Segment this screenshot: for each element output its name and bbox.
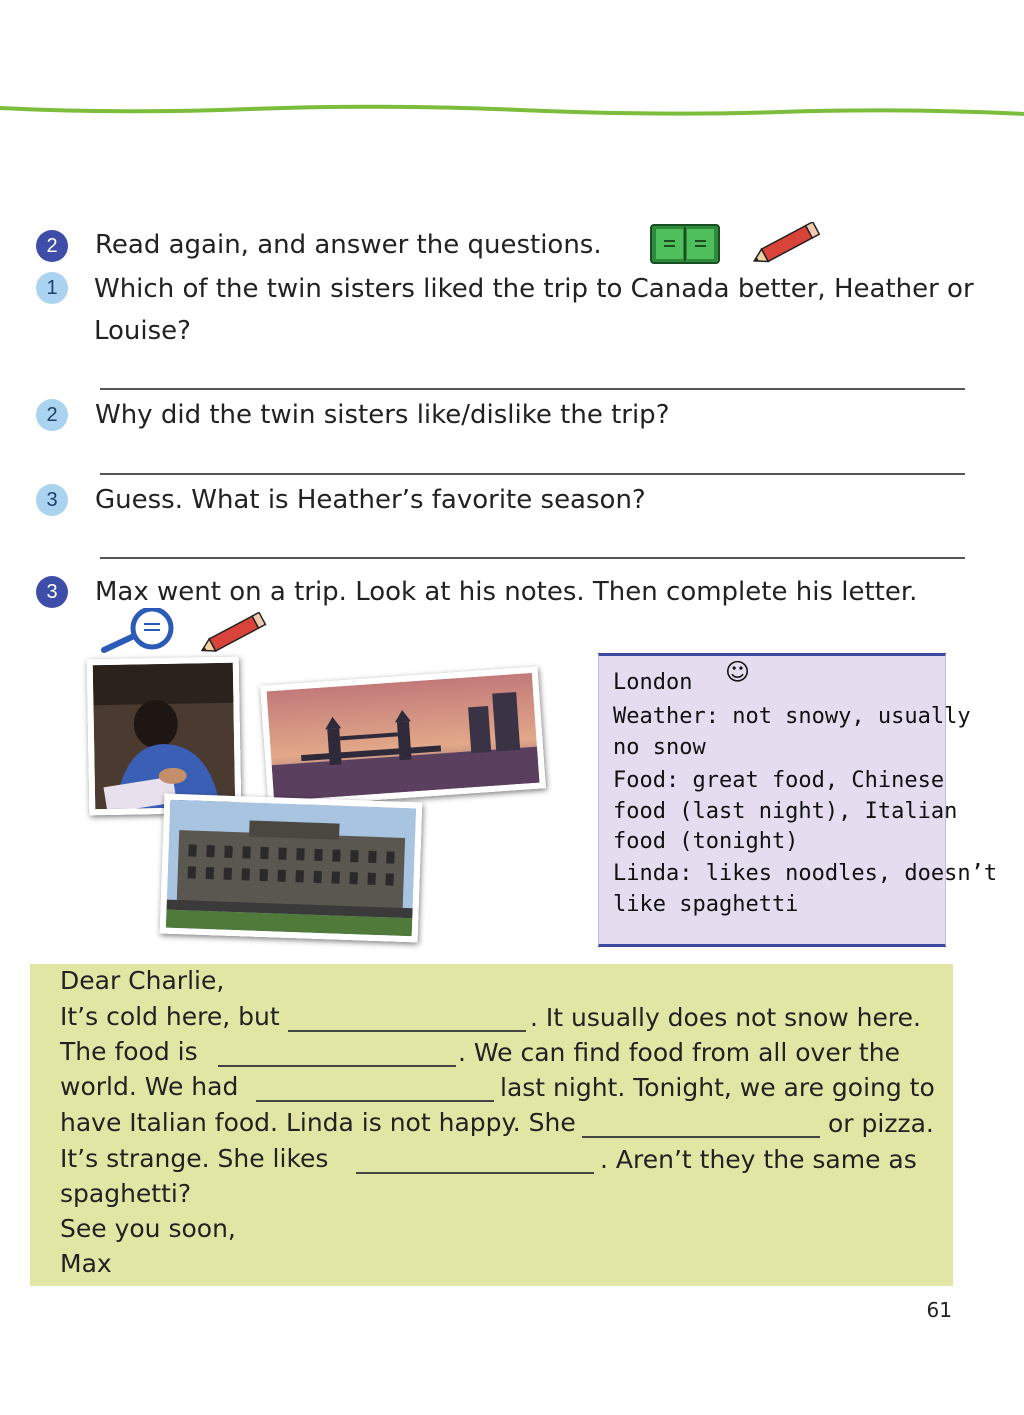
answer-line[interactable] [100,473,965,475]
letter-signature: Max [60,1249,112,1278]
letter-text: last night. Tonight, we are going to [500,1073,935,1102]
page-number: 61 [926,1298,952,1322]
top-divider-line [0,100,1024,124]
letter-text: have Italian food. Linda is not happy. She [60,1108,576,1137]
section-number-badge: 2 [36,230,68,262]
letter-text: or pizza. [828,1109,934,1138]
letter-blank[interactable] [288,1030,526,1032]
notes-line: no snow [613,735,706,760]
letter-text: world. We had [60,1072,239,1101]
question-text: Guess. What is Heather’s favorite season? [95,485,646,515]
letter-panel [30,964,953,1286]
pencil-icon [748,222,824,266]
notes-line: food (tonight) [613,829,799,854]
letter-text: . It usually does not snow here. [530,1003,921,1032]
photo-person-writing [87,657,242,816]
letter-text: spaghetti? [60,1179,192,1208]
letter-closing: See you soon, [60,1214,236,1243]
question-text: Why did the twin sisters like/dislike the trip? [95,400,670,430]
answer-line[interactable] [100,557,965,559]
letter-text: It’s cold here, but [60,1002,280,1031]
section-instruction: Read again, and answer the questions. [95,230,602,260]
question-number-badge: 1 [36,272,68,304]
question-number-badge: 3 [36,484,68,516]
notes-line: food (last night), Italian [613,799,958,824]
photo-buckingham-palace [160,794,423,943]
magnifier-icon [98,608,180,656]
question-text: Which of the twin sisters liked the trip to Canada better, Heather or [94,274,974,304]
notes-line: Food: great food, Chinese [613,768,945,793]
letter-text: The food is [60,1037,198,1066]
question-number-badge: 2 [36,399,68,431]
notes-line: Weather: not snowy, usually [613,704,971,729]
pencil-icon [196,612,270,656]
section-number-badge: 3 [36,576,68,608]
smiley-icon: ☺ [725,658,751,686]
letter-blank[interactable] [218,1065,456,1067]
answer-line[interactable] [100,388,965,390]
notes-line: like spaghetti [613,892,799,917]
letter-blank[interactable] [256,1100,494,1102]
question-text-continued: Louise? [94,316,191,346]
photo-tower-bridge [260,666,546,807]
letter-text: . Aren’t they the same as [600,1145,917,1174]
notes-line: Linda: likes noodles, doesn’t [613,861,998,886]
letter-text: . We can find food from all over the [458,1038,900,1067]
letter-blank[interactable] [582,1136,820,1138]
letter-blank[interactable] [356,1172,594,1174]
book-icon [650,223,720,265]
letter-greeting: Dear Charlie, [60,966,225,995]
section-instruction: Max went on a trip. Look at his notes. Then complete his letter. [95,577,918,607]
notes-title: London [613,670,693,695]
travel-notes-panel [598,653,998,947]
letter-text: It’s strange. She likes [60,1144,329,1173]
